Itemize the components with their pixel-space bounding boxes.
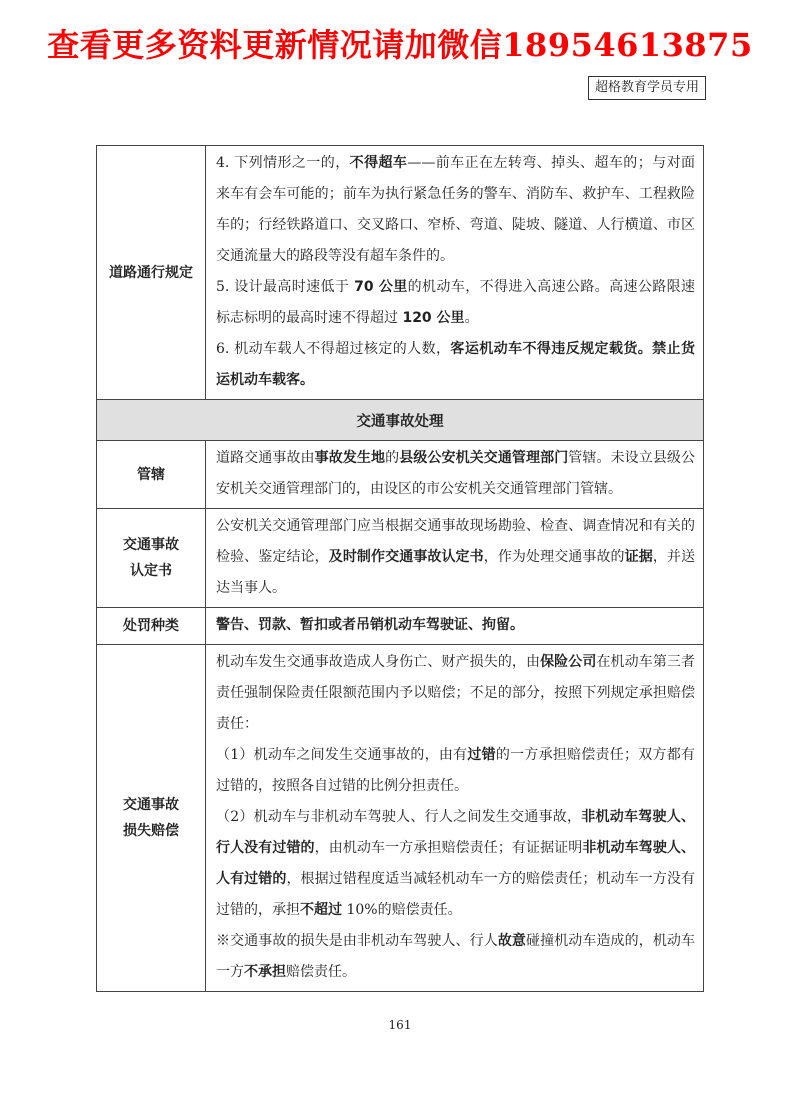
row-content <box>206 645 704 992</box>
row-label: 处罚种类 <box>97 608 206 645</box>
row-content <box>206 509 704 608</box>
label-line: 损失赔偿 <box>123 823 179 839</box>
paragraph: 6. 机动车载人不得超过核定的人数，客运机动车不得违反规定载货。禁止货运机动车载客。 <box>216 341 695 388</box>
label-line: 交通事故 <box>123 537 179 553</box>
row-label <box>97 509 206 608</box>
paragraph: （2）机动车与非机动车驾驶人、行人之间发生交通事故，非机动车驾驶人、行人没有过错的，由机动车一方承担赔偿责任；有证据证明非机动车驾驶人、人有过错的，根据过错程度适当减轻机动车一方的赔偿责任；机动车一方没有过错的，承担不超过 10%的赔偿责任。 <box>216 809 696 918</box>
row-content <box>206 608 704 645</box>
paragraph: ※交通事故的损失是由非机动车驾驶人、行人故意碰撞机动车造成的，机动车一方不承担赔偿责任。 <box>216 933 696 980</box>
table-row <box>97 509 704 608</box>
label-line: 交通事故 <box>123 797 179 813</box>
row-content <box>206 441 704 509</box>
table-row <box>97 441 704 509</box>
paragraph: （1）机动车之间发生交通事故的，由有过错的一方承担赔偿责任；双方都有过错的，按照各自过错的比例分担责任。 <box>216 747 696 794</box>
traffic-law-table <box>96 145 704 992</box>
watermark-banner: 查看更多资料更新情况请加微信18954613875 <box>47 26 753 64</box>
section-title: 交通事故处理 <box>97 400 704 441</box>
row-label <box>97 645 206 992</box>
row-label: 道路通行规定 <box>97 146 206 400</box>
usage-tag: 超格教育学员专用 <box>588 76 706 100</box>
row-content <box>206 146 704 400</box>
paragraph: 公安机关交通管理部门应当根据交通事故现场勘验、检查、调查情况和有关的检验、鉴定结论，及时制作交通事故认定书，作为处理交通事故的证据，并送达当事人。 <box>216 518 696 596</box>
paragraph: 4. 下列情形之一的，不得超车——前车正在左转弯、掉头、超车的；与对面来车有会车可能的；前车为执行紧急任务的警车、消防车、救护车、工程救险车的；行经铁路道口、交叉路口、窄桥、弯道、陡坡、隧道、人行横道、市区交通流量大的路段等没有超车条件的。 <box>216 155 695 264</box>
paragraph: 道路交通事故由事故发生地的县级公安机关交通管理部门管辖。未设立县级公安机关交通管理部门的，由设区的市公安机关交通管理部门管辖。 <box>216 450 696 497</box>
table-row <box>97 146 704 400</box>
row-label: 管辖 <box>97 441 206 509</box>
label-line: 认定书 <box>130 563 172 579</box>
paragraph: 机动车发生交通事故造成人身伤亡、财产损失的，由保险公司在机动车第三者责任强制保险责任限额范围内予以赔偿；不足的部分，按照下列规定承担赔偿责任： <box>216 654 696 732</box>
page-number: 161 <box>388 1018 412 1032</box>
paragraph: 警告、罚款、暂扣或者吊销机动车驾驶证、拘留。 <box>216 617 524 633</box>
table-row <box>97 645 704 992</box>
table-row <box>97 608 704 645</box>
section-header-row <box>97 400 704 441</box>
paragraph: 5. 设计最高时速低于 70 公里的机动车，不得进入高速公路。高速公路限速标志标明的最高时速不得超过 120 公里。 <box>216 279 696 326</box>
